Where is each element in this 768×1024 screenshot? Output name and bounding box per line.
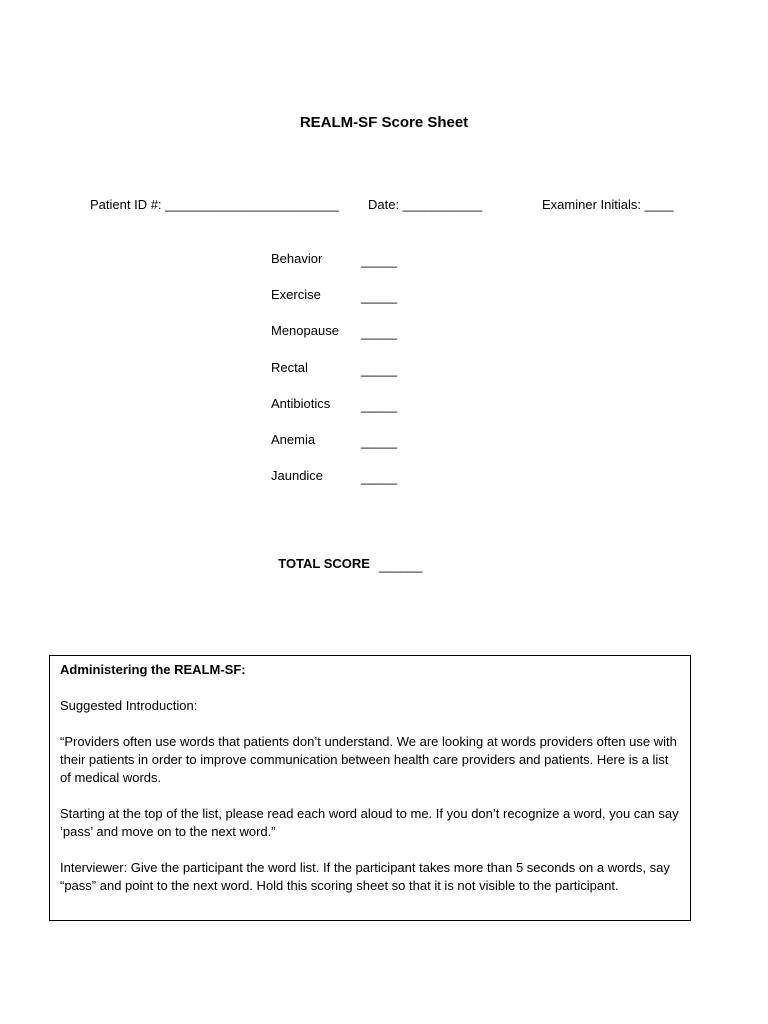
examiner-initials-field: Examiner Initials: ____ [542, 197, 674, 212]
intro-quote-paragraph-1: “Providers often use words that patients don’t understand. We are looking at words providers often use with their patients in order to improve communication between health care providers and patients. Here is a list of medical words. [60, 734, 677, 785]
word-label: Jaundice [271, 468, 324, 484]
interviewer-instructions: Interviewer: Give the participant the word list. If the participant takes more than 5 seconds on a words, say “pass” and point to the next word. Hold this scoring sheet so that it is not visible to the participant. [60, 860, 670, 893]
date-field: Date: ___________ [368, 197, 483, 212]
total-score [271, 541, 422, 571]
intro-label: Suggested Introduction: [60, 698, 198, 713]
score-blank: _____ [361, 361, 398, 377]
score-blank: _____ [361, 470, 398, 486]
word-item [271, 323, 397, 359]
page-title: REALM-SF Score Sheet [299, 114, 469, 131]
word-item [271, 432, 397, 468]
admin-heading: Administering the REALM-SF: [60, 662, 246, 677]
word-label: Anemia [271, 431, 316, 447]
total-score-label: TOTAL SCORE [278, 556, 370, 571]
word-item [271, 396, 397, 432]
word-item [271, 251, 397, 287]
word-item [271, 468, 397, 504]
word-label: Behavior [271, 251, 323, 266]
word-list [271, 251, 397, 504]
word-item [271, 287, 397, 323]
score-blank: _____ [361, 253, 398, 268]
word-label: Menopause [271, 323, 339, 339]
score-blank: _____ [361, 397, 398, 413]
intro-quote-paragraph-2: Starting at the top of the list, please read each word aloud to me. If you don’t recognize a word, you can say ‘pass’ and move on to the next word.” [60, 806, 679, 839]
score-blank: _____ [361, 325, 398, 341]
administration-instructions-box [49, 655, 691, 921]
word-label: Antibiotics [271, 395, 331, 411]
score-blank: _____ [361, 433, 398, 449]
word-label: Rectal [271, 359, 308, 375]
patient-id-field: Patient ID #: ________________________ [90, 197, 339, 212]
word-label: Exercise [271, 287, 321, 303]
word-item [271, 360, 397, 396]
total-score-blank: ______ [378, 558, 423, 573]
score-blank: _____ [361, 289, 398, 305]
